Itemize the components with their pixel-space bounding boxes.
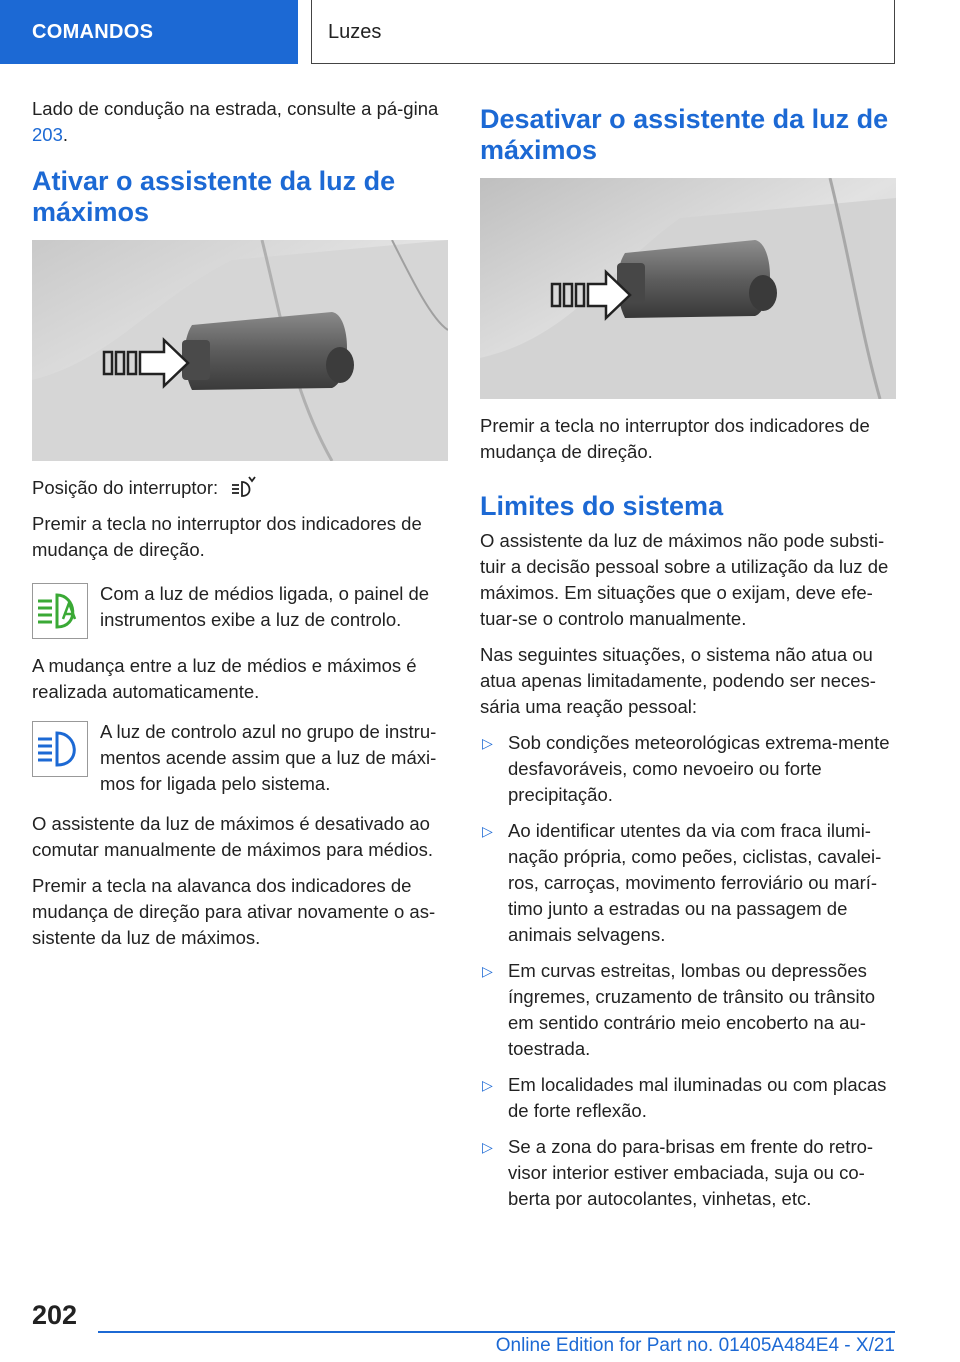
limits-bullet-list [480,730,896,1212]
green-auto-high-beam-icon [32,583,88,639]
press-key-text-left: Premir a tecla no interruptor dos indicadores de mudança de direção. [32,513,422,560]
limits-paragraph-2: Nas seguintes situações, o sistema não atua ou atua apenas limitadamente, podendo ser neces-sária uma reação pessoal: [480,644,876,717]
list-item: ▷ Sob condições meteorológicas extrema-mente desfavoráveis, como nevoeiro ou forte precipitação. [482,732,890,805]
activate-heading: Ativar o assistente da luz de máximos [32,166,396,227]
notice-green-text: Com a luz de médios ligada, o painel de instrumentos exibe a luz de controlo. [100,583,430,630]
deactivate-heading: Desativar o assistente da luz de máximos [480,104,889,165]
stalk-button-photo-activate [32,240,448,461]
blue-high-beam-icon [32,721,88,777]
bullet-triangle-icon: ▷ [482,735,493,751]
intro-end: . [62,124,69,145]
auto-switch-text: A mudança entre a luz de médios e máximos é realizada automaticamente. [32,655,417,702]
press-key-text-right: Premir a tecla no interruptor dos indicadores de mudança de direção. [480,415,870,462]
footer-edition-link[interactable]: Online Edition for Part no. 01405A484E4 - X/21 [495,1335,895,1356]
switch-position-line [32,475,448,501]
intro-text: Lado de condução na estrada, consulte a pá-gina [32,98,439,119]
chapter-tab: Luzes [311,0,895,64]
high-beam-assist-switch-icon [231,476,257,498]
limits-heading: Limites do sistema [480,491,724,521]
stalk-button-photo-deactivate [480,178,896,399]
deactivated-manual-text: O assistente da luz de máximos é desativado ao comutar manualmente de máximos para médios. [32,813,434,860]
reactivate-text: Premir a tecla na alavanca dos indicadores de mudança de direção para ativar novamente o as-sistente da luz de máximos. [32,875,436,948]
page-number: 202 [32,1300,78,1330]
bullet-triangle-icon: ▷ [482,1139,493,1155]
intro-paragraph [32,96,448,148]
page-reference-link[interactable]: 203 [32,124,63,145]
bullet-triangle-icon: ▷ [482,1077,493,1093]
bullet-triangle-icon: ▷ [482,963,493,979]
bullet-triangle-icon: ▷ [482,823,493,839]
notice-blue-indicator [32,719,448,797]
list-item: ▷ Se a zona do para-brisas em frente do retro-visor interior estiver embaciada, suja ou co-berta por autocolantes, vinhetas, etc. [482,1136,874,1209]
section-tab: COMANDOS [0,0,298,64]
list-item: ▷ Em curvas estreitas, lombas ou depressões íngremes, cruzamento de trânsito ou trânsito em sentido contrário meio encoberto na au-toestrada. [482,960,876,1059]
limits-paragraph-1: O assistente da luz de máximos não pode substi-tuir a decisão pessoal sobre a utilização da luz de máximos. Em situações que o exijam, deve efe-tuar-se o controlo manualmente. [480,530,889,629]
list-item: ▷ Em localidades mal iluminadas ou com placas de forte reflexão. [482,1074,887,1121]
right-column [480,104,896,1222]
list-item: ▷ Ao identificar utentes da via com fraca ilumi-nação própria, como peões, ciclistas, cavalei-ros, carroças, movimento ferroviário ou marí-timo junto a estradas ou na passagem de animais selvagens. [482,820,882,945]
notice-green-indicator [32,581,448,639]
notice-blue-text: A luz de controlo azul no grupo de instru-mentos acende assim que a luz de máxi-mos for ligada pelo sistema. [100,721,437,794]
switch-position-label: Posição do interruptor: [32,477,219,498]
left-column [32,96,448,961]
